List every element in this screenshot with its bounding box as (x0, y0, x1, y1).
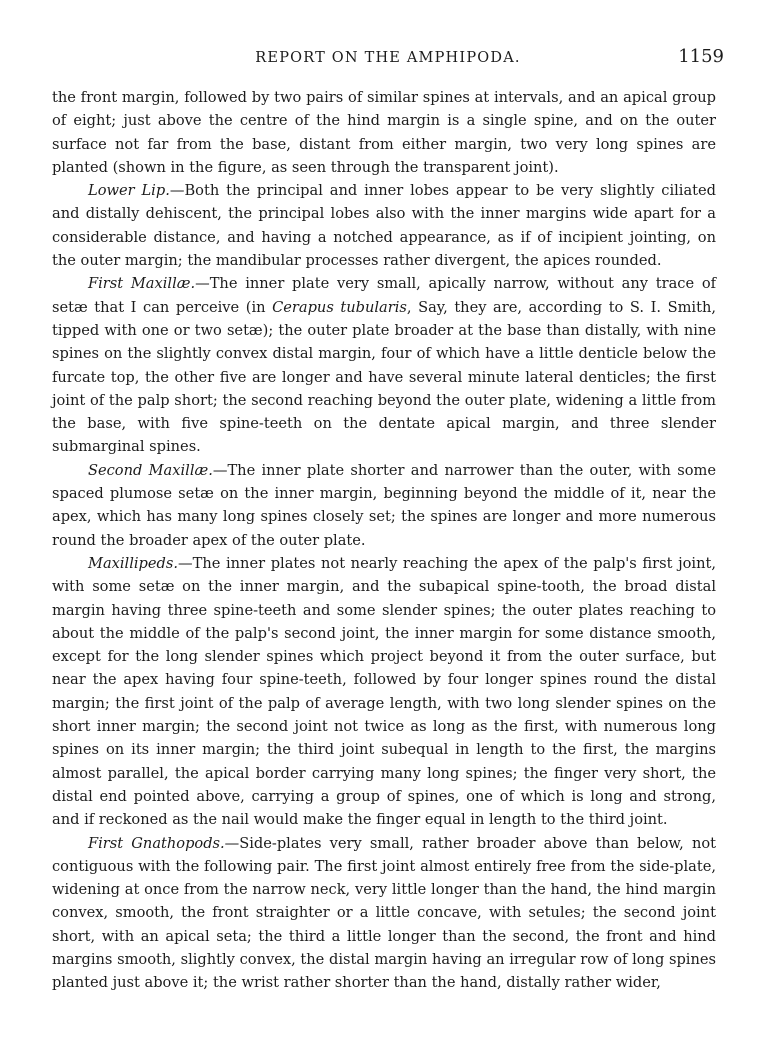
body-text (52, 86, 716, 995)
page-number: 1159 (678, 46, 724, 67)
page-header (52, 44, 724, 74)
section-heading-first-gnathopods: First Gnathopods. (88, 834, 225, 852)
section-heading-maxillipeds: Maxillipeds. (88, 554, 178, 572)
paragraph-text: —Both the principal and inner lobes appear to be very slightly ciliated and distally dehiscent, the principal lobes also with the inner margins wide apart for a considerable distance, and having a notched appearance, as if of incipient jointing, on the outer margin; the mandibular processes rather divergent, the apices rounded. (52, 182, 717, 270)
paragraph-text: , Say, they are, according to S. I. Smith, tipped with one or two setæ); the outer plate broader at the base than distally, with nine spines on the slightly convex distal margin, four of which have a little denticle below the furcate top, the other five are longer and have several minute lateral denticles; the first joint of the palp short; the second reaching beyond the outer plate, widening a little from the base, with five spine-teeth on the dentate apical margin, and three slender submarginal spines. (52, 298, 716, 456)
paragraph-continuation (52, 86, 716, 179)
section-heading-first-maxillae: First Maxillæ. (88, 275, 196, 293)
paragraph-text: the front margin, followed by two pairs of similar spines at intervals, and an apical group of eight; just above the centre of the hind margin is a single spine, and on the outer surface not far from the base, distant from either margin, two very long spines are planted (shown in the figure, as seen through the transparent joint). (52, 89, 716, 176)
paragraph-first-maxillae (52, 272, 716, 458)
running-title: REPORT ON THE AMPHIPODA. (255, 50, 521, 66)
section-heading-lower-lip: Lower Lip. (88, 182, 170, 200)
paragraph-second-maxillae (52, 459, 716, 552)
paragraph-first-gnathopods (52, 832, 716, 995)
paragraph-text: —The inner plates not nearly reaching the apex of the palp's first joint, with some setæ on the inner margin, and the subapical spine-tooth, the broad distal margin having three spine-teeth and some slender spines; the outer plates reaching to about the middle of the palp's second joint, the inner margin for some distance smooth, except for the long slender spines which project beyond it from the outer surface, but near the apex having four spine-teeth, followed by four longer spines round the distal margin; the first joint of the palp of average length, with two long slender spines on the short inner margin; the second joint not twice as long as the first, with numerous long spines on its inner margin; the third joint subequal in length to the first, the margins almost parallel, the apical border carrying many long spines; the finger very short, the distal end pointed above, carrying a group of spines, one of which is long and strong, and if reckoned as the nail would make the finger equal in length to the third joint. (52, 554, 716, 829)
species-name: Cerapus tubularis (272, 298, 407, 316)
paragraph-text: —Side-plates very small, rather broader above than below, not contiguous with the following pair. The first joint almost entirely free from the side-plate, widening at once from the narrow neck, very little longer than the hand, the hind margin convex, smooth, the front straighter or a little concave, with setules; the second joint short, with an apical seta; the third a little longer than the second, the front and hind margins smooth, slightly convex, the distal margin having an irregular row of long spines planted just above it; the wrist rather shorter than the hand, distally rather wider, (52, 834, 716, 992)
paragraph-maxillipeds (52, 552, 716, 832)
paragraph-text: —The inner plate very small, apically narrow, without any trace of setæ that I can perceive (in (52, 275, 717, 316)
section-heading-second-maxillae: Second Maxillæ. (88, 461, 213, 479)
paragraph-text: —The inner plate shorter and narrower than the outer, with some spaced plumose setæ on the inner margin, beginning beyond the middle of it, near the apex, which has many long spines closely set; the spines are longer and more numerous round the broader apex of the outer plate. (52, 461, 716, 549)
paragraph-lower-lip (52, 179, 716, 272)
